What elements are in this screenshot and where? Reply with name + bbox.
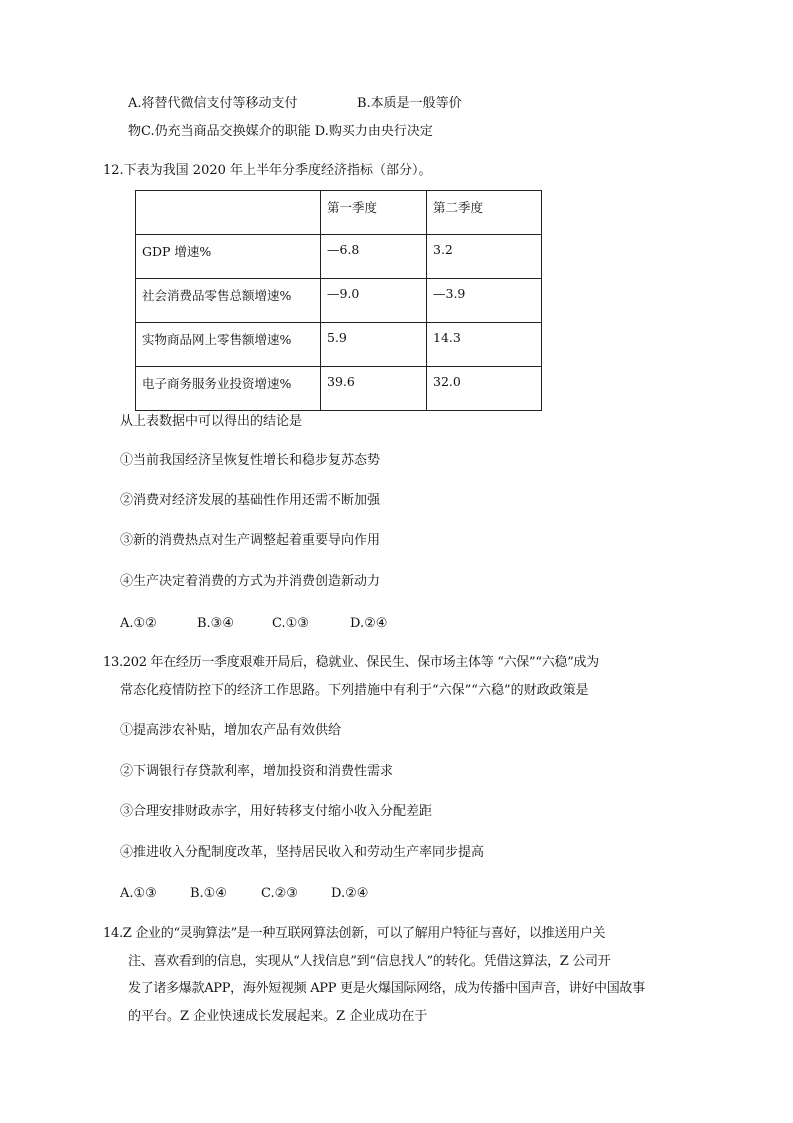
q12-item-1: ①当前我国经济呈恢复性增长和稳步复苏态势 <box>120 453 381 468</box>
table-cell: —3.9 <box>427 279 542 323</box>
q11-options-line2: 物C.仍充当商品交换媒介的职能 D.购买力由央行决定 <box>128 124 433 139</box>
q12-option-a: A.①② <box>120 616 157 631</box>
q12-item-4: ④生产决定着消费的方式为并消费创造新动力 <box>120 574 381 589</box>
table-header-cell <box>136 191 321 235</box>
q12-option-b: B.③④ <box>197 616 234 631</box>
table-row <box>136 235 542 279</box>
q12-option-d: D.②④ <box>350 616 388 631</box>
table-cell: 3.2 <box>427 235 542 279</box>
q12-item-2: ②消费对经济发展的基础性作用还需不断加强 <box>120 493 381 508</box>
q14-stem-line2: 注、喜欢看到的信息，实现从“人找信息”到“信息找人”的转化。凭借这算法，Z 公司开 <box>128 954 611 969</box>
q11-option-a: A.将替代微信支付等移动支付 <box>128 96 298 111</box>
table-cell: —6.8 <box>321 235 427 279</box>
table-cell: 32.0 <box>427 367 542 411</box>
q13-item-1: ①提高涉农补贴，增加农产品有效供给 <box>120 723 342 738</box>
q14-stem-line4: 的平台。Z 企业快速成长发展起来。Z 企业成功在于 <box>128 1009 428 1024</box>
table-cell: —9.0 <box>321 279 427 323</box>
table-cell: 39.6 <box>321 367 427 411</box>
table-header-row <box>136 191 542 235</box>
q13-item-4: ④推进收入分配制度改革，坚持居民收入和劳动生产率同步提高 <box>120 845 485 860</box>
q13-option-c: C.②③ <box>261 886 298 901</box>
q14-stem-line3: 发了诸多爆款APP，海外短视频 APP 更是火爆国际网络，成为传播中国声音，讲好中国故事 <box>128 981 645 996</box>
q12-question: 从上表数据中可以得出的结论是 <box>120 414 303 429</box>
q11-option-b: B.本质是一般等价 <box>357 96 462 111</box>
q13-item-2: ②下调银行存贷款利率，增加投资和消费性需求 <box>120 764 394 779</box>
economic-indicators-table <box>135 190 542 411</box>
q13-stem-line1: 13.202 年在经历一季度艰难开局后，稳就业、保民生、保市场主体等 “六保”“六稳”成为 <box>103 655 599 670</box>
table-cell: 社会消费品零售总额增速% <box>136 279 321 323</box>
q12-item-3: ③新的消费热点对生产调整起着重要导向作用 <box>120 533 381 548</box>
table-cell: 实物商品网上零售额增速% <box>136 323 321 367</box>
table-cell: 5.9 <box>321 323 427 367</box>
table-header-cell: 第一季度 <box>321 191 427 235</box>
q12-stem: 12.下表为我国 2020 年上半年分季度经济指标（部分）。 <box>103 163 432 178</box>
table-row <box>136 367 542 411</box>
table-row <box>136 279 542 323</box>
table-cell: 电子商务服务业投资增速% <box>136 367 321 411</box>
q12-option-c: C.①③ <box>272 616 309 631</box>
q13-stem-line2: 常态化疫情防控下的经济工作思路。下列措施中有利于“六保”“六稳”的财政政策是 <box>120 683 589 698</box>
table-header-cell: 第二季度 <box>427 191 542 235</box>
q14-stem-line1: 14.Z 企业的“灵驹算法”是一种互联网算法创新，可以了解用户特征与喜好，以推送用户关 <box>103 926 606 941</box>
q13-option-b: B.①④ <box>190 886 227 901</box>
table-row <box>136 323 542 367</box>
q13-option-a: A.①③ <box>120 886 157 901</box>
table-cell: 14.3 <box>427 323 542 367</box>
q13-option-d: D.②④ <box>331 886 369 901</box>
table-cell: GDP 增速% <box>136 235 321 279</box>
q13-item-3: ③合理安排财政赤字，用好转移支付缩小收入分配差距 <box>120 804 433 819</box>
